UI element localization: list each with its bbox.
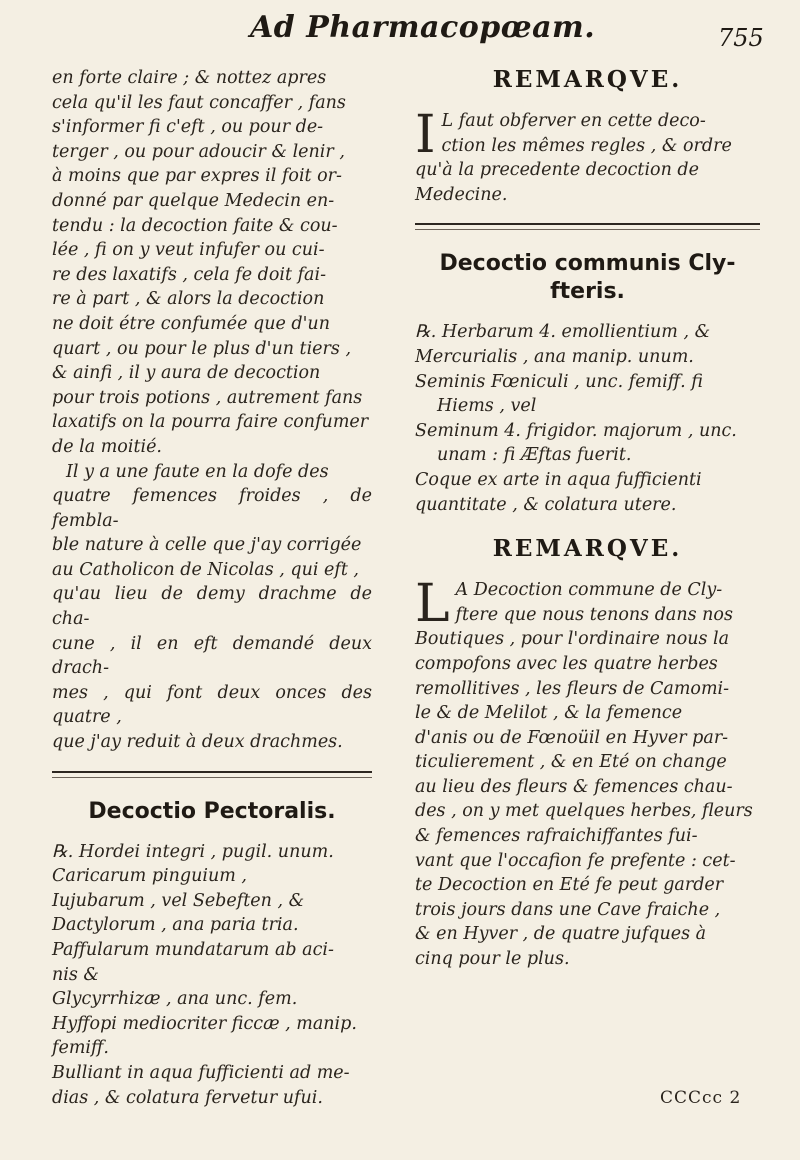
text-line: compofons avec les quatre herbes: [415, 653, 718, 674]
text-line: au Catholicon de Nicolas , qui eft ,: [52, 559, 359, 580]
text-line: Il y a une faute en la dofe des: [66, 461, 329, 482]
remarque-paragraph: [415, 105, 760, 207]
recipe-line: Seminis Fœniculi , unc. femiff. fi: [415, 371, 703, 392]
text-line: tendu : la decoction faite & cou-: [52, 215, 338, 236]
text-line: & ainfi , il y aura de decoction: [52, 363, 321, 384]
text-line: lée , fi on y veut infufer ou cui-: [52, 240, 325, 261]
drop-cap: L: [415, 574, 450, 635]
section-divider: [415, 223, 760, 230]
remarque-heading: REMARQVE.: [492, 66, 683, 93]
recipe-line: Bulliant in aqua fufficienti ad me-: [52, 1062, 350, 1083]
recipe-line: Caricarum pinguium ,: [52, 866, 247, 887]
right-column: [415, 66, 760, 972]
text-line: donné par quelque Medecin en-: [52, 190, 335, 211]
text-line: & en Hyver , de quatre jufques à: [415, 924, 707, 945]
running-header: [0, 2, 800, 62]
recipe-line: ℞. Hordei integri , pugil. unum.: [52, 841, 334, 862]
text-line: ble nature à celle que j'ay corrigée: [52, 535, 362, 556]
text-line: s'informer fi c'eft , ou pour de-: [52, 117, 324, 138]
text-line: ne doit étre confumée que d'un: [52, 313, 330, 334]
text-line: trois jours dans une Cave fraiche ,: [415, 899, 721, 920]
text-line: re à part , & alors la decoction: [52, 289, 325, 310]
text-line: Medecine.: [415, 184, 508, 205]
section-divider: [52, 771, 372, 778]
text-line: que j'ay reduit à deux drachmes.: [52, 732, 343, 753]
text-line: cune , il en eft demandé deux drach-: [52, 633, 372, 679]
recipe-line: Coque ex arte in aqua fufficienti: [415, 469, 702, 490]
recipe-line: Dactylorum , ana paria tria.: [52, 915, 299, 936]
section-heading: Decoctio communis Cly-fteris.: [439, 251, 736, 305]
recipe-block: [415, 320, 760, 517]
drop-cap: I: [415, 105, 436, 165]
text-line: qu'au lieu de demy drachme de cha-: [52, 584, 372, 630]
text-line: Boutiques , pour l'ordinaire nous la: [415, 629, 730, 650]
remarque-heading: REMARQVE.: [492, 535, 683, 563]
text-line: d'anis ou de Fœnoüil en Hyver par-: [415, 727, 729, 748]
text-line: A Decoction commune de Cly-: [455, 580, 723, 601]
text-line: ftere que nous tenons dans nos: [455, 604, 733, 625]
page-number: 755: [718, 24, 764, 52]
text-line: quart , ou pour le plus d'un tiers ,: [52, 338, 352, 359]
text-line: au lieu des fleurs & femences chau-: [415, 776, 733, 797]
text-line: le & de Melilot , & la femence: [415, 703, 683, 724]
text-line: remollitives , les fleurs de Camomi-: [415, 678, 730, 699]
recipe-line: Mercurialis , ana manip. unum.: [415, 346, 694, 367]
recipe-line: femiff.: [52, 1038, 109, 1059]
text-line: cela qu'il les faut concaffer , fans: [52, 92, 346, 113]
text-line: pour trois potions , autrement fans: [52, 387, 363, 408]
remarque-paragraph: [415, 574, 760, 972]
recipe-line: Seminum 4. frigidor. majorum , unc.: [415, 420, 737, 441]
recipe-line: dias , & colatura fervetur ufui.: [52, 1087, 323, 1108]
text-line: L faut obferver en cette deco-: [441, 111, 706, 131]
text-line: terger , ou pour adoucir & lenir ,: [52, 141, 345, 162]
text-line: ction les mêmes regles , & ordre: [441, 135, 732, 156]
recipe-line: Paffularum mundatarum ab aci-: [52, 940, 334, 960]
text-line: qu'à la precedente decoction de: [415, 160, 699, 181]
text-line: des , on y met quelques herbes, fleurs: [415, 801, 753, 822]
text-line: vant que l'occafion fe prefente : cet-: [415, 850, 736, 871]
left-column: [52, 66, 372, 1110]
text-line: & femences rafraichiffantes fui-: [415, 826, 698, 847]
text-line: mes , qui font deux onces des quatre ,: [52, 682, 372, 728]
recipe-line: Glycyrrhizæ , ana unc. fem.: [52, 989, 298, 1010]
text-line: à moins que par expres il foit or-: [52, 166, 342, 187]
running-title: Ad Pharmacopœam.: [250, 10, 596, 45]
catchword-signature: CCCcc 2: [660, 1088, 742, 1108]
recipe-block: [52, 840, 372, 1111]
recipe-line: Hiems , vel: [437, 396, 537, 417]
recipe-line: quantitate , & colatura utere.: [415, 494, 677, 515]
left-body-text: [52, 66, 372, 755]
text-line: ticulierement , & en Eté on change: [415, 752, 727, 773]
section-heading: Decoctio Pectoralis.: [88, 798, 336, 824]
text-line: en forte claire ; & nottez apres: [52, 68, 327, 88]
recipe-line: nis &: [52, 964, 99, 985]
text-line: laxatifs on la pourra faire confumer: [52, 412, 369, 433]
recipe-line: unam : fi Æftas fuerit.: [437, 445, 632, 466]
text-line: re des laxatifs , cela fe doit fai-: [52, 264, 326, 285]
text-line: quatre femences froides , de fembla-: [52, 486, 372, 531]
recipe-line: Iujubarum , vel Sebeften , &: [52, 890, 305, 911]
text-line: de la moitié.: [52, 436, 162, 457]
text-line: te Decoction en Eté fe peut garder: [415, 875, 724, 896]
text-line: cinq pour le plus.: [415, 949, 570, 970]
recipe-line: ℞. Herbarum 4. emollientium , &: [415, 322, 711, 343]
recipe-line: Hyffopi mediocriter ficcæ , manip.: [52, 1013, 357, 1034]
